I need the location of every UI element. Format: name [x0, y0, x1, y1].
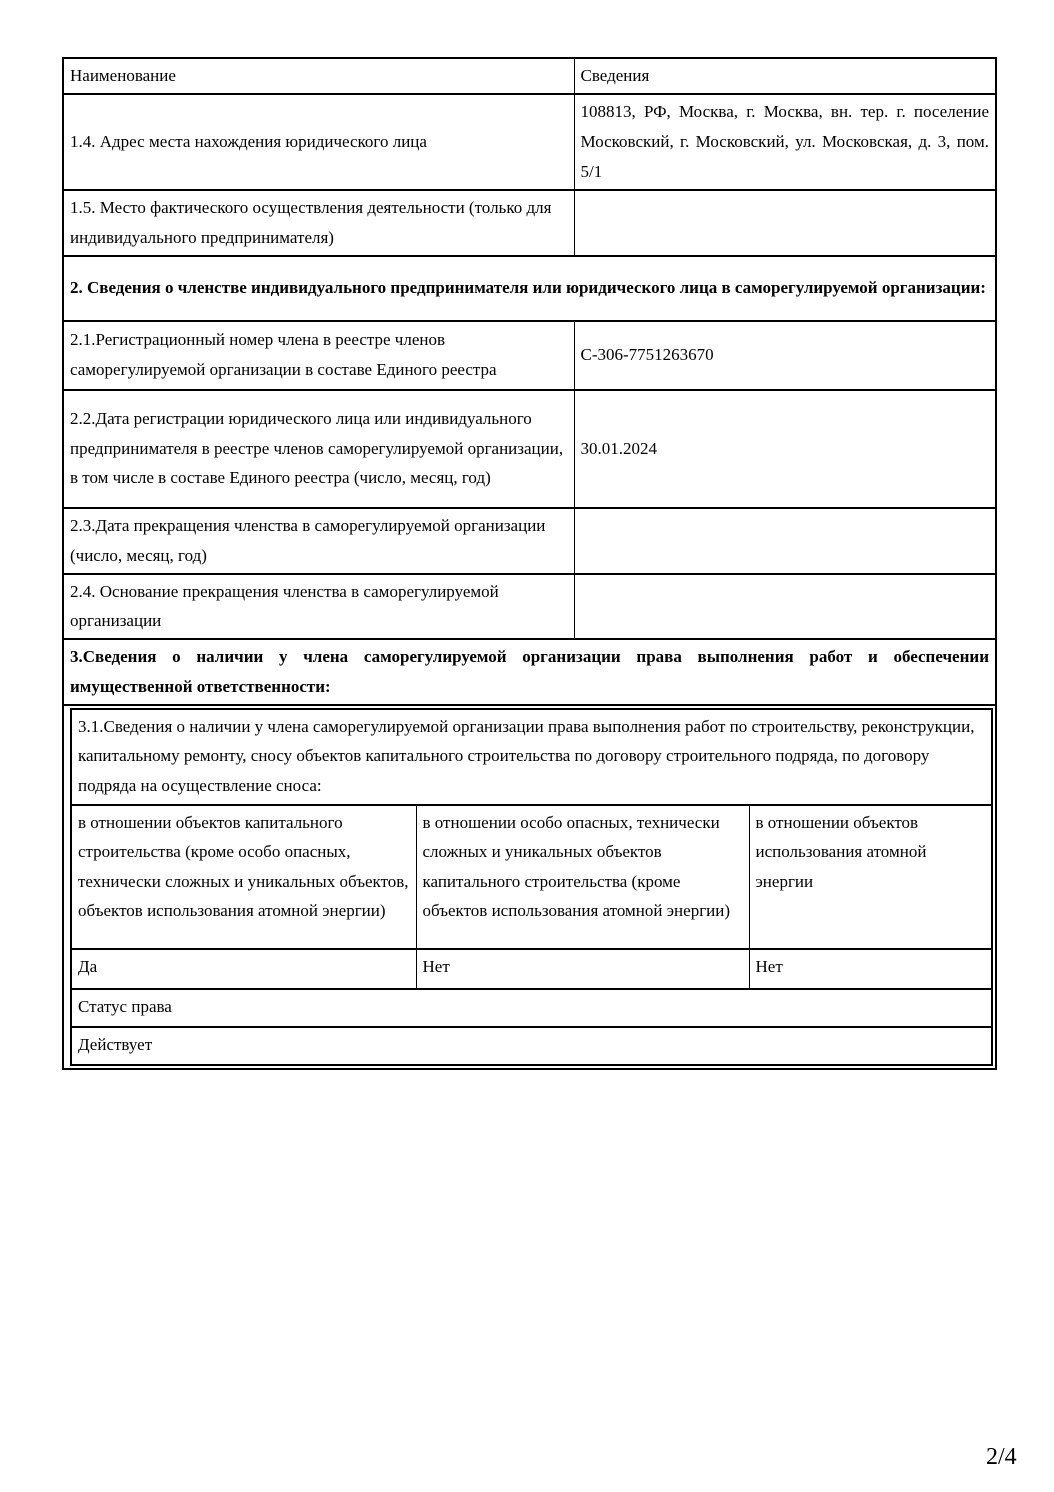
row-2-4-label: 2.4. Основание прекращения членства в саморегулируемой организации [63, 574, 574, 640]
table-row [63, 321, 996, 390]
row-2-2-value: 30.01.2024 [574, 390, 996, 508]
rights-status-value-row [71, 1027, 992, 1065]
document-body [62, 57, 995, 1070]
rights-header: 3.1.Сведения о наличии у члена саморегулируемой организации права выполнения работ по строительству, реконструкции, капитальному ремонту, сносу объектов капитального строительства по договору строительного подряда, по договору подряда на осуществление сноса: [71, 709, 992, 805]
row-2-2-label: 2.2.Дата регистрации юридического лица или индивидуального предпринимателя в реестре членов саморегулируемой организации, в том числе в составе Единого реестра (число, месяц, год) [63, 390, 574, 508]
rights-scope-2: в отношении особо опасных, технически сложных и уникальных объектов капитального строительства (кроме объектов использования атомной энергии) [416, 805, 749, 949]
rights-scope-3: в отношении объектов использования атомной энергии [749, 805, 992, 949]
row-2-4-value [574, 574, 996, 640]
column-header-info: Сведения [574, 58, 996, 94]
page-number: 2/4 [986, 1444, 1017, 1470]
rights-status-value: Действует [71, 1027, 992, 1065]
rights-status-label: Статус права [71, 989, 992, 1027]
table-row [63, 94, 996, 190]
section-3-title: 3.Сведения о наличии у члена саморегулируемой организации права выполнения работ и обеспечении имущественной ответственности: [63, 639, 996, 705]
section-3-row [63, 639, 996, 705]
details-table [62, 57, 997, 1070]
table-row [63, 508, 996, 574]
rights-answer-1: Да [71, 949, 416, 989]
row-2-1-label: 2.1.Регистрационный номер члена в реестре членов саморегулируемой организации в составе Единого реестра [63, 321, 574, 390]
table-row [63, 574, 996, 640]
column-header-name: Наименование [63, 58, 574, 94]
table-row [63, 390, 996, 508]
row-2-3-label: 2.3.Дата прекращения членства в саморегулируемой организации (число, месяц, год) [63, 508, 574, 574]
rights-wrapper-cell [63, 705, 996, 1069]
row-1-5-label: 1.5. Место фактического осуществления деятельности (только для индивидуального предпринимателя) [63, 190, 574, 256]
row-2-3-value [574, 508, 996, 574]
rights-answer-3: Нет [749, 949, 992, 989]
row-2-1-value: С-306-7751263670 [574, 321, 996, 390]
section-2-row [63, 256, 996, 321]
rights-scope-1: в отношении объектов капитального строительства (кроме особо опасных, технически сложных и уникальных объектов, объектов использования атомной энергии) [71, 805, 416, 949]
rights-scope-row [71, 805, 992, 949]
row-1-5-value [574, 190, 996, 256]
rights-table [70, 708, 993, 1066]
rights-header-row [71, 709, 992, 805]
rights-answer-row [71, 949, 992, 989]
table-row [63, 190, 996, 256]
rights-wrapper-row [63, 705, 996, 1069]
rights-answer-2: Нет [416, 949, 749, 989]
section-2-title: 2. Сведения о членстве индивидуального предпринимателя или юридического лица в саморегулируемой организации: [63, 256, 996, 321]
rights-status-label-row [71, 989, 992, 1027]
table-header-row [63, 58, 996, 94]
row-1-4-label: 1.4. Адрес места нахождения юридического лица [63, 94, 574, 190]
row-1-4-value: 108813, РФ, Москва, г. Москва, вн. тер. г. поселение Московский, г. Московский, ул. Московская, д. 3, пом. 5/1 [574, 94, 996, 190]
